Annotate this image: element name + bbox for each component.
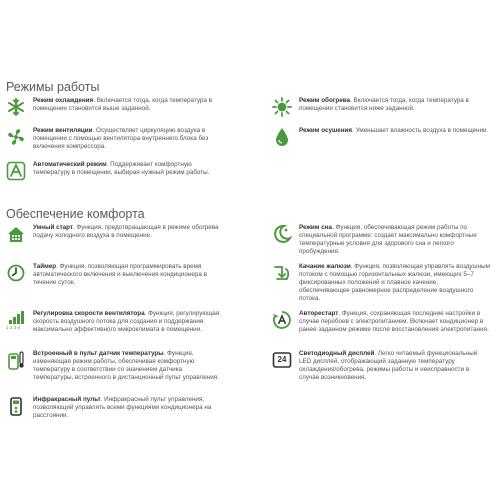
feature-dehumidify xyxy=(272,127,490,147)
feature-remote-sensor xyxy=(6,350,224,382)
feature-smart-start xyxy=(6,224,224,244)
feature-infrared-remote xyxy=(6,396,224,420)
clock-icon xyxy=(6,263,26,283)
led-display-icon xyxy=(272,350,292,370)
autorestart-icon xyxy=(272,310,292,330)
feature-name: Режим сна xyxy=(299,224,333,231)
feature-swing xyxy=(272,263,490,303)
feature-name: Таймер xyxy=(33,263,57,270)
feature-desc: . Функция, регулирующая скорость воздушного потока для создания и поддержания максимально эффективного микроклимата в помещении. xyxy=(33,310,220,333)
feature-timer xyxy=(6,263,224,287)
feature-name: Режим обогрева xyxy=(299,97,351,104)
droplet-icon xyxy=(272,127,292,147)
feature-desc: . Функция, позволяющая управлять воздушным потоком с помощью горизонтальных жалюзи, имеющих 5–7 фиксированных положений и плавное качение, обеспечивающее равномерное распределение воздушного потока. xyxy=(299,263,490,302)
feature-name: Встроенный в пульт датчик температуры xyxy=(33,350,164,357)
feature-name: Светодиодный дисплей xyxy=(299,350,375,357)
feature-heating xyxy=(272,97,490,117)
infrared-remote-icon xyxy=(6,396,26,416)
swing-icon xyxy=(272,263,292,283)
remote-sensor-icon xyxy=(6,350,26,370)
feature-name: Режим осушения xyxy=(299,127,353,134)
fan-speed-icon xyxy=(6,310,26,330)
feature-name: Умный старт xyxy=(33,224,73,231)
fan-icon xyxy=(6,127,26,147)
feature-desc: . Инфракрасный пульт управления, позволяющий управлять всеми функциями кондиционера на расстоянии. xyxy=(33,396,212,419)
feature-desc: . Поддерживает комфортную температуру в помещении, выбирая нужный режим работы. xyxy=(33,161,210,176)
feature-cooling xyxy=(6,97,224,117)
feature-desc: . Функция, обеспечивающая режим работы по специальной программе: создает максимально комфортные температурные условия для здорового сна и легкого пробуждения. xyxy=(299,224,477,255)
smart-start-icon xyxy=(6,224,26,244)
feature-ventilation xyxy=(6,127,224,151)
auto-mode-icon xyxy=(6,161,26,181)
feature-fan-speed xyxy=(6,310,224,334)
feature-auto xyxy=(6,161,224,181)
feature-desc: . Уменьшает влажность воздуха в помещении. xyxy=(352,127,489,134)
feature-name: Режим охлаждения xyxy=(33,97,94,104)
feature-name: Режим вентиляции xyxy=(33,127,93,134)
feature-name: Качание жалюзи xyxy=(299,263,351,270)
feature-desc: . Осуществляет циркуляцию воздуха в помещении с помощью вентилятора внутреннего блока без включения компрессора. xyxy=(33,127,209,150)
sun-icon xyxy=(272,97,292,117)
feature-name: Регулировка скорости вентилятора xyxy=(33,310,145,317)
feature-desc: . Включается тогда, когда температура в помещении становится выше заданной. xyxy=(33,97,213,112)
feature-desc: . Функция, позволяющая программировать время автоматического включения и выключения кондиционера в течение суток. xyxy=(33,263,208,286)
feature-desc: . Легко читаемый функциональный LED дисплей, отображающий заданную температуру охлаждения/обогрева, режимы работы и неисправности в случае возникновения. xyxy=(299,350,478,381)
feature-desc: . Функция, предотвращающая в режиме обогрева подачу холодного воздуха в помещение. xyxy=(33,224,219,239)
section-title-comfort: Обеспечение комфорта xyxy=(6,207,145,221)
led-display-label: 24 xyxy=(277,355,287,364)
feature-desc: . Функция, сохраняющая последние настройки в случае перебоев с электропитанием. Включает кондиционер в ранее заданном режиме после восстановления электропитания. xyxy=(299,310,489,333)
feature-desc: . Включается тогда, когда температура в помещении становится ниже заданной. xyxy=(299,97,469,112)
feature-autorestart xyxy=(272,310,490,334)
feature-sleep xyxy=(272,224,490,256)
moon-icon xyxy=(272,224,292,244)
feature-name: Автоматический режим xyxy=(33,161,107,168)
feature-name: Инфракрасный пульт xyxy=(33,396,101,403)
section-title-modes: Режимы работы xyxy=(6,80,100,94)
snowflake-icon xyxy=(6,97,26,117)
feature-desc: . Функция, изменяющая режим работы, обеспечивая комфортную температуру в соответствии со значением датчика температуры, встроенного в дистанционный пульт управления. xyxy=(33,350,219,381)
feature-led-display xyxy=(272,350,490,382)
fan-speed-label: 1·2·3·4 xyxy=(6,325,21,330)
feature-name: Авторестарт xyxy=(299,310,339,317)
